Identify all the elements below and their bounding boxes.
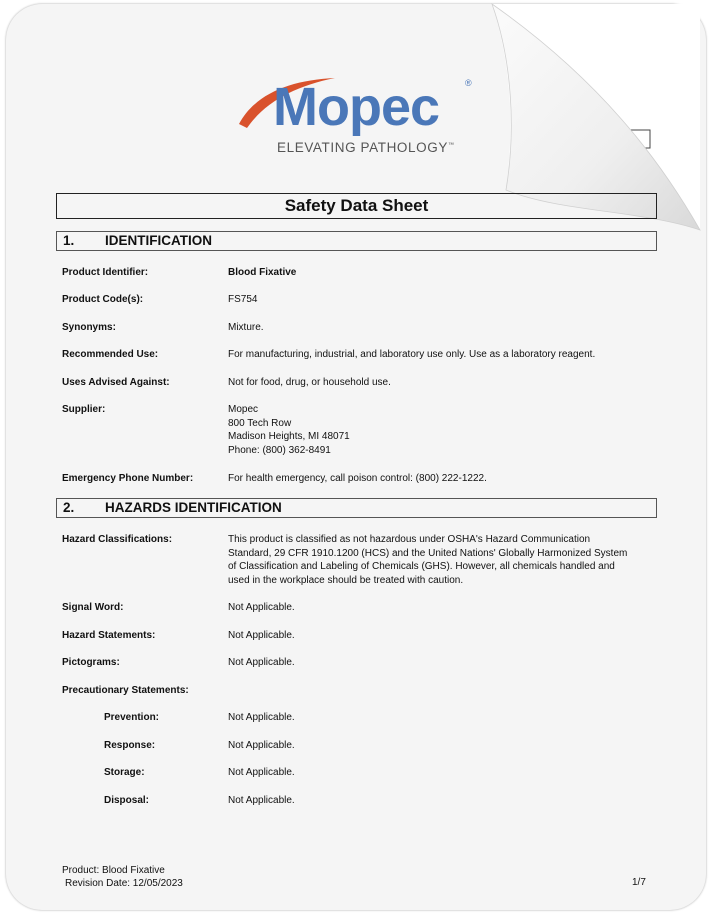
- field-value: Not Applicable.: [228, 740, 295, 751]
- section-number: 1.: [63, 233, 75, 248]
- field-label: Uses Advised Against:: [62, 377, 170, 388]
- section-title: HAZARDS IDENTIFICATION: [105, 500, 282, 515]
- field-label: Storage:: [104, 767, 145, 778]
- field-label: Signal Word:: [62, 602, 124, 613]
- field-label: Hazard Statements:: [62, 630, 156, 641]
- field-label: Response:: [104, 740, 156, 751]
- field-value: FS754: [228, 294, 258, 305]
- section-1-header: [56, 231, 657, 251]
- field-value: Not Applicable.: [228, 602, 295, 613]
- footer-product: Product: Blood Fixative: [62, 865, 165, 876]
- page-footer: [62, 864, 183, 890]
- field-value: Not Applicable.: [228, 767, 295, 778]
- field-label: Product Code(s):: [62, 294, 144, 305]
- field-label: Pictograms:: [62, 657, 120, 668]
- section-2-header: [56, 498, 657, 518]
- field-value: Not for food, drug, or household use.: [228, 377, 391, 388]
- field-value: Not Applicable.: [228, 712, 295, 723]
- field-label: Emergency Phone Number:: [62, 473, 194, 484]
- field-label: Supplier:: [62, 404, 106, 415]
- field-value: Not Applicable.: [228, 657, 295, 668]
- field-value: Mixture.: [228, 322, 264, 333]
- section-title: IDENTIFICATION: [105, 233, 212, 248]
- logo-wordmark: Mopec: [273, 77, 440, 137]
- field-label: Product Identifier:: [62, 267, 149, 278]
- field-value: For health emergency, call poison control: (800) 222-1222.: [228, 473, 487, 484]
- field-label: Precautionary Statements:: [62, 685, 189, 696]
- supplier-address: Mopec 800 Tech Row Madison Heights, MI 48071 Phone: (800) 362-8491: [228, 404, 350, 456]
- field-label: Recommended Use:: [62, 349, 159, 360]
- document-title: Safety Data Sheet: [56, 193, 657, 219]
- mopec-logo: [235, 72, 475, 162]
- field-value: This product is classified as not hazardous under OSHA's Hazard Communication Standard, 29 CFR 1910.1200 (HCS) and the United Nations' Globally Harmonized System of Classification and Labeling of Chemicals (GHS). However, all chemicals handled and used in the workplace should be treated with caution.: [228, 534, 628, 586]
- field-label: Disposal:: [104, 795, 150, 806]
- field-label: Prevention:: [104, 712, 160, 723]
- page-number: 1/7: [632, 877, 646, 888]
- field-label: Hazard Classifications:: [62, 534, 173, 545]
- logo-registered-mark: ®: [465, 78, 472, 88]
- section-number: 2.: [63, 500, 75, 515]
- field-value: Not Applicable.: [228, 630, 295, 641]
- field-value: Blood Fixative: [228, 267, 297, 278]
- logo-tagline: ELEVATING PATHOLOGY™: [277, 140, 455, 155]
- field-label: Synonyms:: [62, 322, 116, 333]
- field-value: Not Applicable.: [228, 795, 295, 806]
- field-value: For manufacturing, industrial, and laboratory use only. Use as a laboratory reagent.: [228, 349, 596, 360]
- footer-revision-date: Revision Date: 12/05/2023: [65, 878, 183, 889]
